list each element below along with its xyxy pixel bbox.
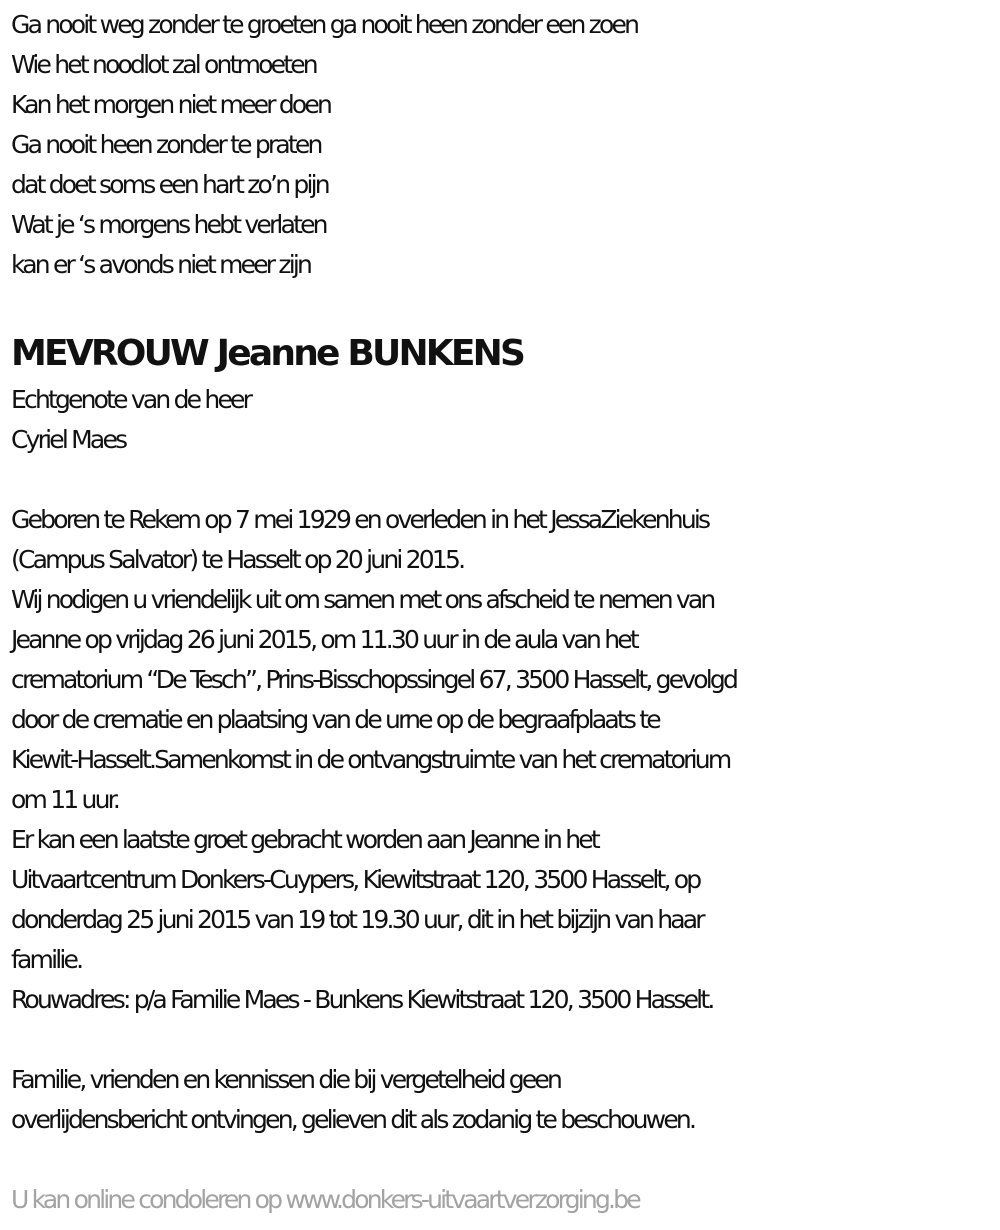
- body-line: Uitvaartcentrum Donkers-Cuypers, Kiewitstraat 120, 3500 Hasselt, op: [11, 865, 700, 894]
- body-line: Kiewit-Hasselt.Samenkomst in de ontvangstruimte van het crematorium: [11, 745, 730, 774]
- body-line: familie.: [11, 945, 82, 974]
- obituary-document: [11, 5, 991, 1220]
- body-line: Jeanne op vrijdag 26 juni 2015, om 11.30 uur in de aula van het: [11, 625, 637, 654]
- body-line: om 11 uur.: [11, 785, 118, 814]
- body-line: Wij nodigen u vriendelijk uit om samen met ons afscheid te nemen van: [11, 585, 714, 614]
- poem-line: Ga nooit weg zonder te groeten ga nooit heen zonder een zoen: [11, 10, 638, 39]
- poem-line: Ga nooit heen zonder te praten: [11, 130, 321, 159]
- poem-line: Kan het morgen niet meer doen: [11, 90, 331, 119]
- poem-line: kan er ‘s avonds niet meer zijn: [11, 250, 311, 279]
- spacer: [11, 460, 991, 500]
- body-line: Er kan een laatste groet gebracht worden aan Jeanne in het: [11, 825, 598, 854]
- notice-line: overlijdensbericht ontvingen, gelieven dit als zodanig te beschouwen.: [11, 1105, 695, 1134]
- announcement-body: [11, 500, 991, 1020]
- body-line: donderdag 25 juni 2015 van 19 tot 19.30 uur, dit in het bijzijn van haar: [11, 905, 703, 934]
- poem: [11, 5, 991, 285]
- poem-line: dat doet soms een hart zo’n pijn: [11, 170, 328, 199]
- spacer: [11, 1020, 991, 1060]
- mourning-address: Rouwadres: p/a Familie Maes - Bunkens Kiewitstraat 120, 3500 Hasselt.: [11, 985, 713, 1014]
- poem-line: Wie het noodlot zal ontmoeten: [11, 50, 316, 79]
- notice: [11, 1060, 991, 1140]
- relation-line: Echtgenote van de heer: [11, 385, 251, 414]
- deceased-name: MEVROUW Jeanne BUNKENS: [11, 333, 524, 374]
- poem-line: Wat je ‘s morgens hebt verlaten: [11, 210, 326, 239]
- body-line: door de crematie en plaatsing van de urne op de begraafplaats te: [11, 705, 659, 734]
- body-line: crematorium “De Tesch”, Prins-Bisschopssingel 67, 3500 Hasselt, gevolgd: [11, 665, 737, 694]
- body-line: (Campus Salvator) te Hasselt op 20 juni 2015.: [11, 545, 464, 574]
- spouse-name: Cyriel Maes: [11, 425, 126, 454]
- notice-line: Familie, vrienden en kennissen die bij vergetelheid geen: [11, 1065, 561, 1094]
- body-line: Geboren te Rekem op 7 mei 1929 en overleden in het JessaZiekenhuis: [11, 505, 709, 534]
- condolence-footer: U kan online condoleren op www.donkers-uitvaartverzorging.be: [11, 1185, 639, 1214]
